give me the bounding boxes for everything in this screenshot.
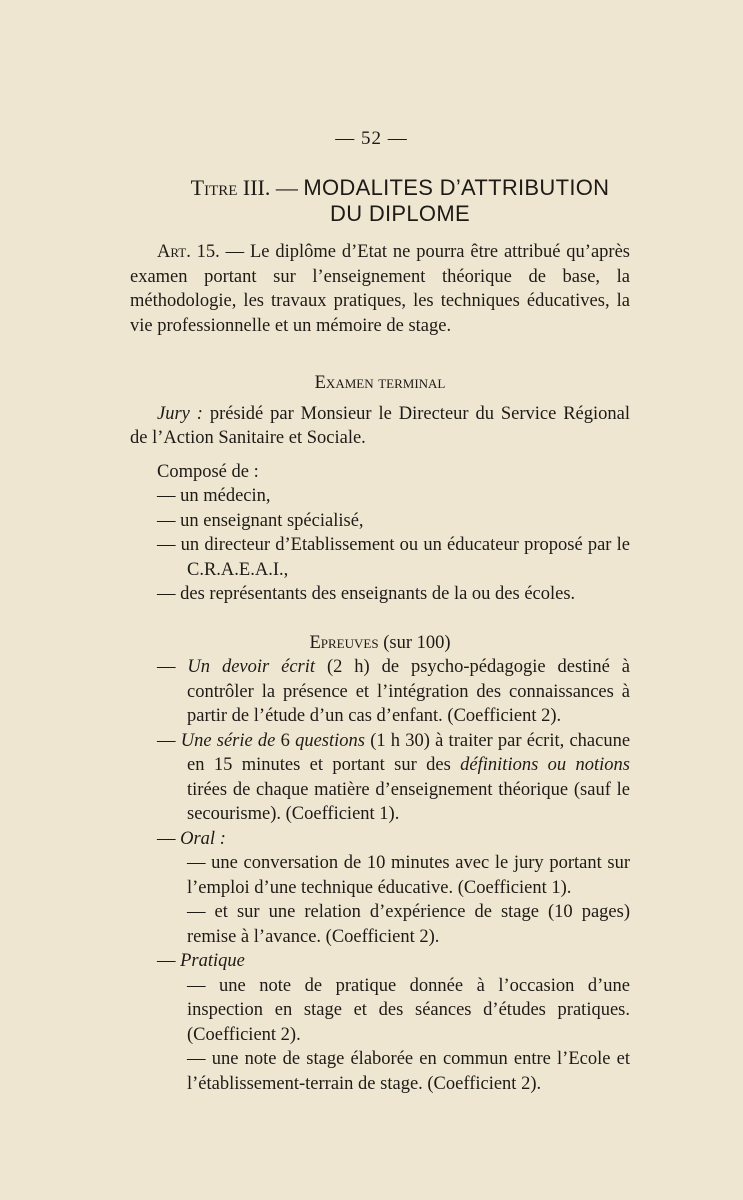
pratique-item-text: — une note de pratique donnée à l’occasion d’une inspection en stage et des séances d’études pratiques. (Coefficient 2). [187,975,630,1045]
serie-text-2: tirées de chaque matière d’enseignement théorique (sauf le secourisme). (Coefficient 1). [187,779,630,824]
devoir-label: Un devoir écrit [187,657,316,677]
article-label: Art. 15. [157,242,220,262]
pratique-label: Pratique [180,951,245,971]
epreuves-heading [130,631,630,656]
title-line-2: DU DIPLOME [330,201,470,226]
devoir-dash: — [157,657,176,677]
document-body [130,240,630,1096]
epreuves-title: Epreuves [309,632,379,653]
oral-dash: — [157,828,176,849]
jury-label: Jury : [157,403,203,424]
article-text: — Le diplôme d’Etat ne pourra être attribué qu’après examen portant sur l’enseignement théorique de base, la méthodologie, les travaux pratiques, les techniques éducatives, la vie professionnelle et un mémoire de stage. [130,242,630,336]
oral-item [130,851,630,900]
serie-label-2: questions [295,730,365,751]
serie-num: 6 [280,730,290,751]
article-15 [130,240,630,338]
pratique-item [130,974,630,1048]
oral-item [130,900,630,949]
epreuve-serie [130,729,630,827]
serie-label: Une série de [180,730,276,751]
serie-italic: définitions ou notions [460,755,631,775]
member-item: — un médecin, [157,486,271,506]
oral-item-text: — une conversation de 10 minutes avec le jury portant sur l’emploi d’une technique éducative. (Coefficient 1). [187,853,630,898]
pratique-item [130,1047,630,1096]
pratique-item-text: — une note de stage élaborée en commun entre l’Ecole et l’établissement-terrain de stage. (Coefficient 2). [187,1049,630,1094]
member-item: — un enseignant spécialisé, [157,510,364,531]
devoir-text: (2 h) de psycho-pédagogie destiné à contrôler la présence et l’intégration des connaissances à partir de l’étude d’un cas d’enfant. (Coefficient 2). [187,657,631,726]
title-prefix: Titre III. — [190,175,298,200]
oral-item-text: — et sur une relation d’expérience de stage (10 pages) remise à l’avance. (Coefficient 2). [187,902,630,947]
epreuve-devoir [130,655,630,729]
epreuve-pratique [130,949,630,974]
title-line-1: MODALITES D’ATTRIBUTION [303,175,610,200]
pratique-dash: — [157,951,176,971]
serie-dash: — [157,730,176,751]
epreuves-suffix: (sur 100) [383,632,451,653]
examen-heading: Examen terminal [314,373,446,393]
member-item: — un directeur d’Etablissement ou un éducateur proposé par le C.R.A.E.A.I., [157,535,630,580]
page-number: — 52 — [335,128,408,149]
jury-paragraph [130,402,630,451]
member-item: — des représentants des enseignants de la ou des écoles. [157,584,576,604]
section-title [140,175,660,227]
jury-text: présidé par Monsieur le Directeur du Service Régional de l’Action Sanitaire et Sociale. [130,403,631,448]
oral-label: Oral : [180,828,226,849]
epreuve-oral [130,827,630,852]
serie-text-1: (1 h 30) à traiter par écrit, chacune en 15 minutes et portant sur des [187,730,631,775]
compose-label: Composé de : [157,461,259,482]
